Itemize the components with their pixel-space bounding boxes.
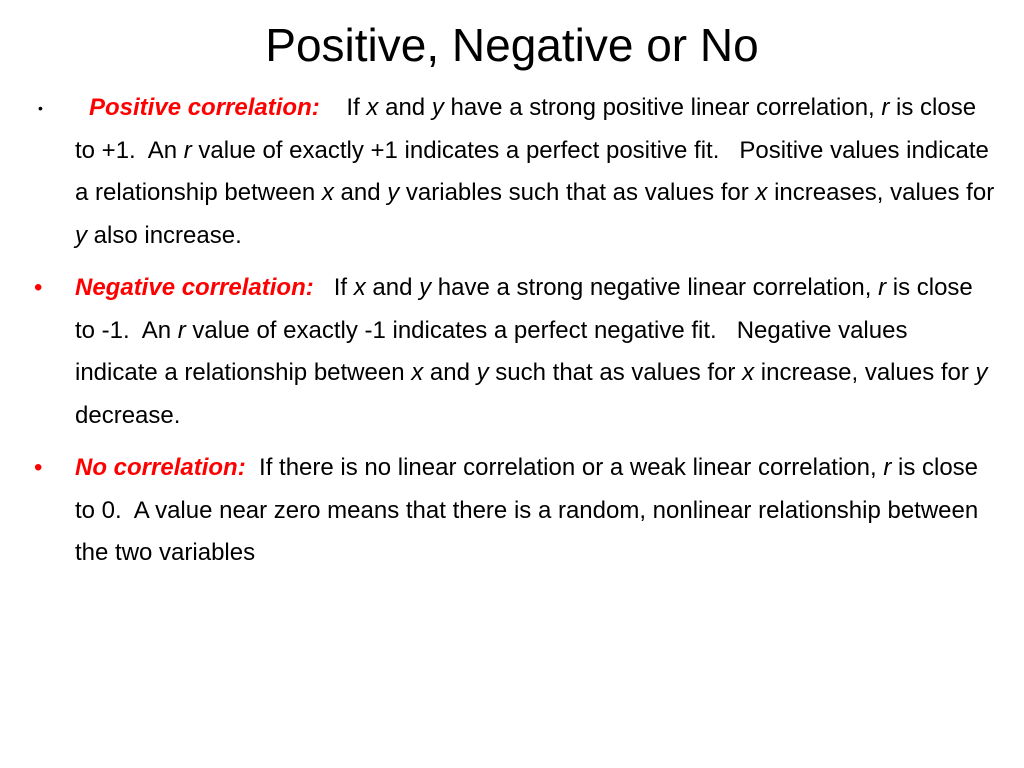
variable-y: y xyxy=(75,221,87,249)
body-text: and xyxy=(423,359,477,386)
body-text: such that as values for xyxy=(488,359,743,386)
variable-y: y xyxy=(419,274,432,301)
variable-x: x xyxy=(742,359,755,386)
term-no-correlation: No correlation: xyxy=(75,454,246,481)
variable-r: r xyxy=(177,316,186,344)
bullet-marker: • xyxy=(34,454,43,481)
body-text: decrease. xyxy=(75,359,995,429)
variable-r: r xyxy=(878,274,887,301)
variable-y: y xyxy=(975,359,988,386)
body-text: If xyxy=(313,274,354,301)
bullet-positive-correlation xyxy=(0,87,1024,257)
body-text: is close to +1. An xyxy=(75,94,983,164)
variable-y: y xyxy=(431,94,444,121)
term-positive-correlation: Positive correlation: xyxy=(89,94,320,121)
variable-r: r xyxy=(883,454,892,481)
body-text: also increase. xyxy=(87,221,242,249)
body-text: is close to 0. A value near zero means that there is a random, nonlinear relationship between the two variables xyxy=(75,454,985,566)
bullet-negative-correlation xyxy=(0,267,1024,437)
body-text: and xyxy=(333,179,388,206)
body-text: and xyxy=(378,94,432,121)
bullet-no-correlation xyxy=(0,447,1024,575)
body-text: and xyxy=(365,274,420,301)
variable-x: x xyxy=(353,274,366,301)
body-text: value of exactly -1 indicates a perfect negative fit. Negative values indicate a relationship between xyxy=(75,316,915,386)
body-text: value of exactly +1 indicates a perfect positive fit. Positive values indicate a relationship between xyxy=(75,136,996,206)
bullet-marker: • xyxy=(34,274,43,301)
variable-x: x xyxy=(411,359,424,386)
variable-y: y xyxy=(387,179,400,206)
variable-x: x xyxy=(321,179,334,206)
body-text: If xyxy=(319,94,367,121)
variable-x: x xyxy=(366,94,379,121)
variable-r: r xyxy=(881,94,890,121)
slide-title: Positive, Negative or No xyxy=(265,19,759,71)
body-text: have a strong positive linear correlation, xyxy=(443,94,882,121)
body-text: If there is no linear correlation or a weak linear correlation, xyxy=(245,454,884,481)
term-negative-correlation: Negative correlation: xyxy=(75,274,314,301)
bullet-marker: • xyxy=(38,100,43,116)
variable-r: r xyxy=(183,136,192,164)
body-text: variables such that as values for xyxy=(399,179,756,206)
variable-y: y xyxy=(476,359,489,386)
variable-x: x xyxy=(755,179,768,206)
bullet-list xyxy=(0,87,1024,585)
body-text: increase, values for xyxy=(754,359,976,386)
body-text: increases, values for xyxy=(767,179,1008,206)
body-text: have a strong negative linear correlation, xyxy=(431,274,879,301)
body-text: is close to -1. An xyxy=(75,274,980,344)
